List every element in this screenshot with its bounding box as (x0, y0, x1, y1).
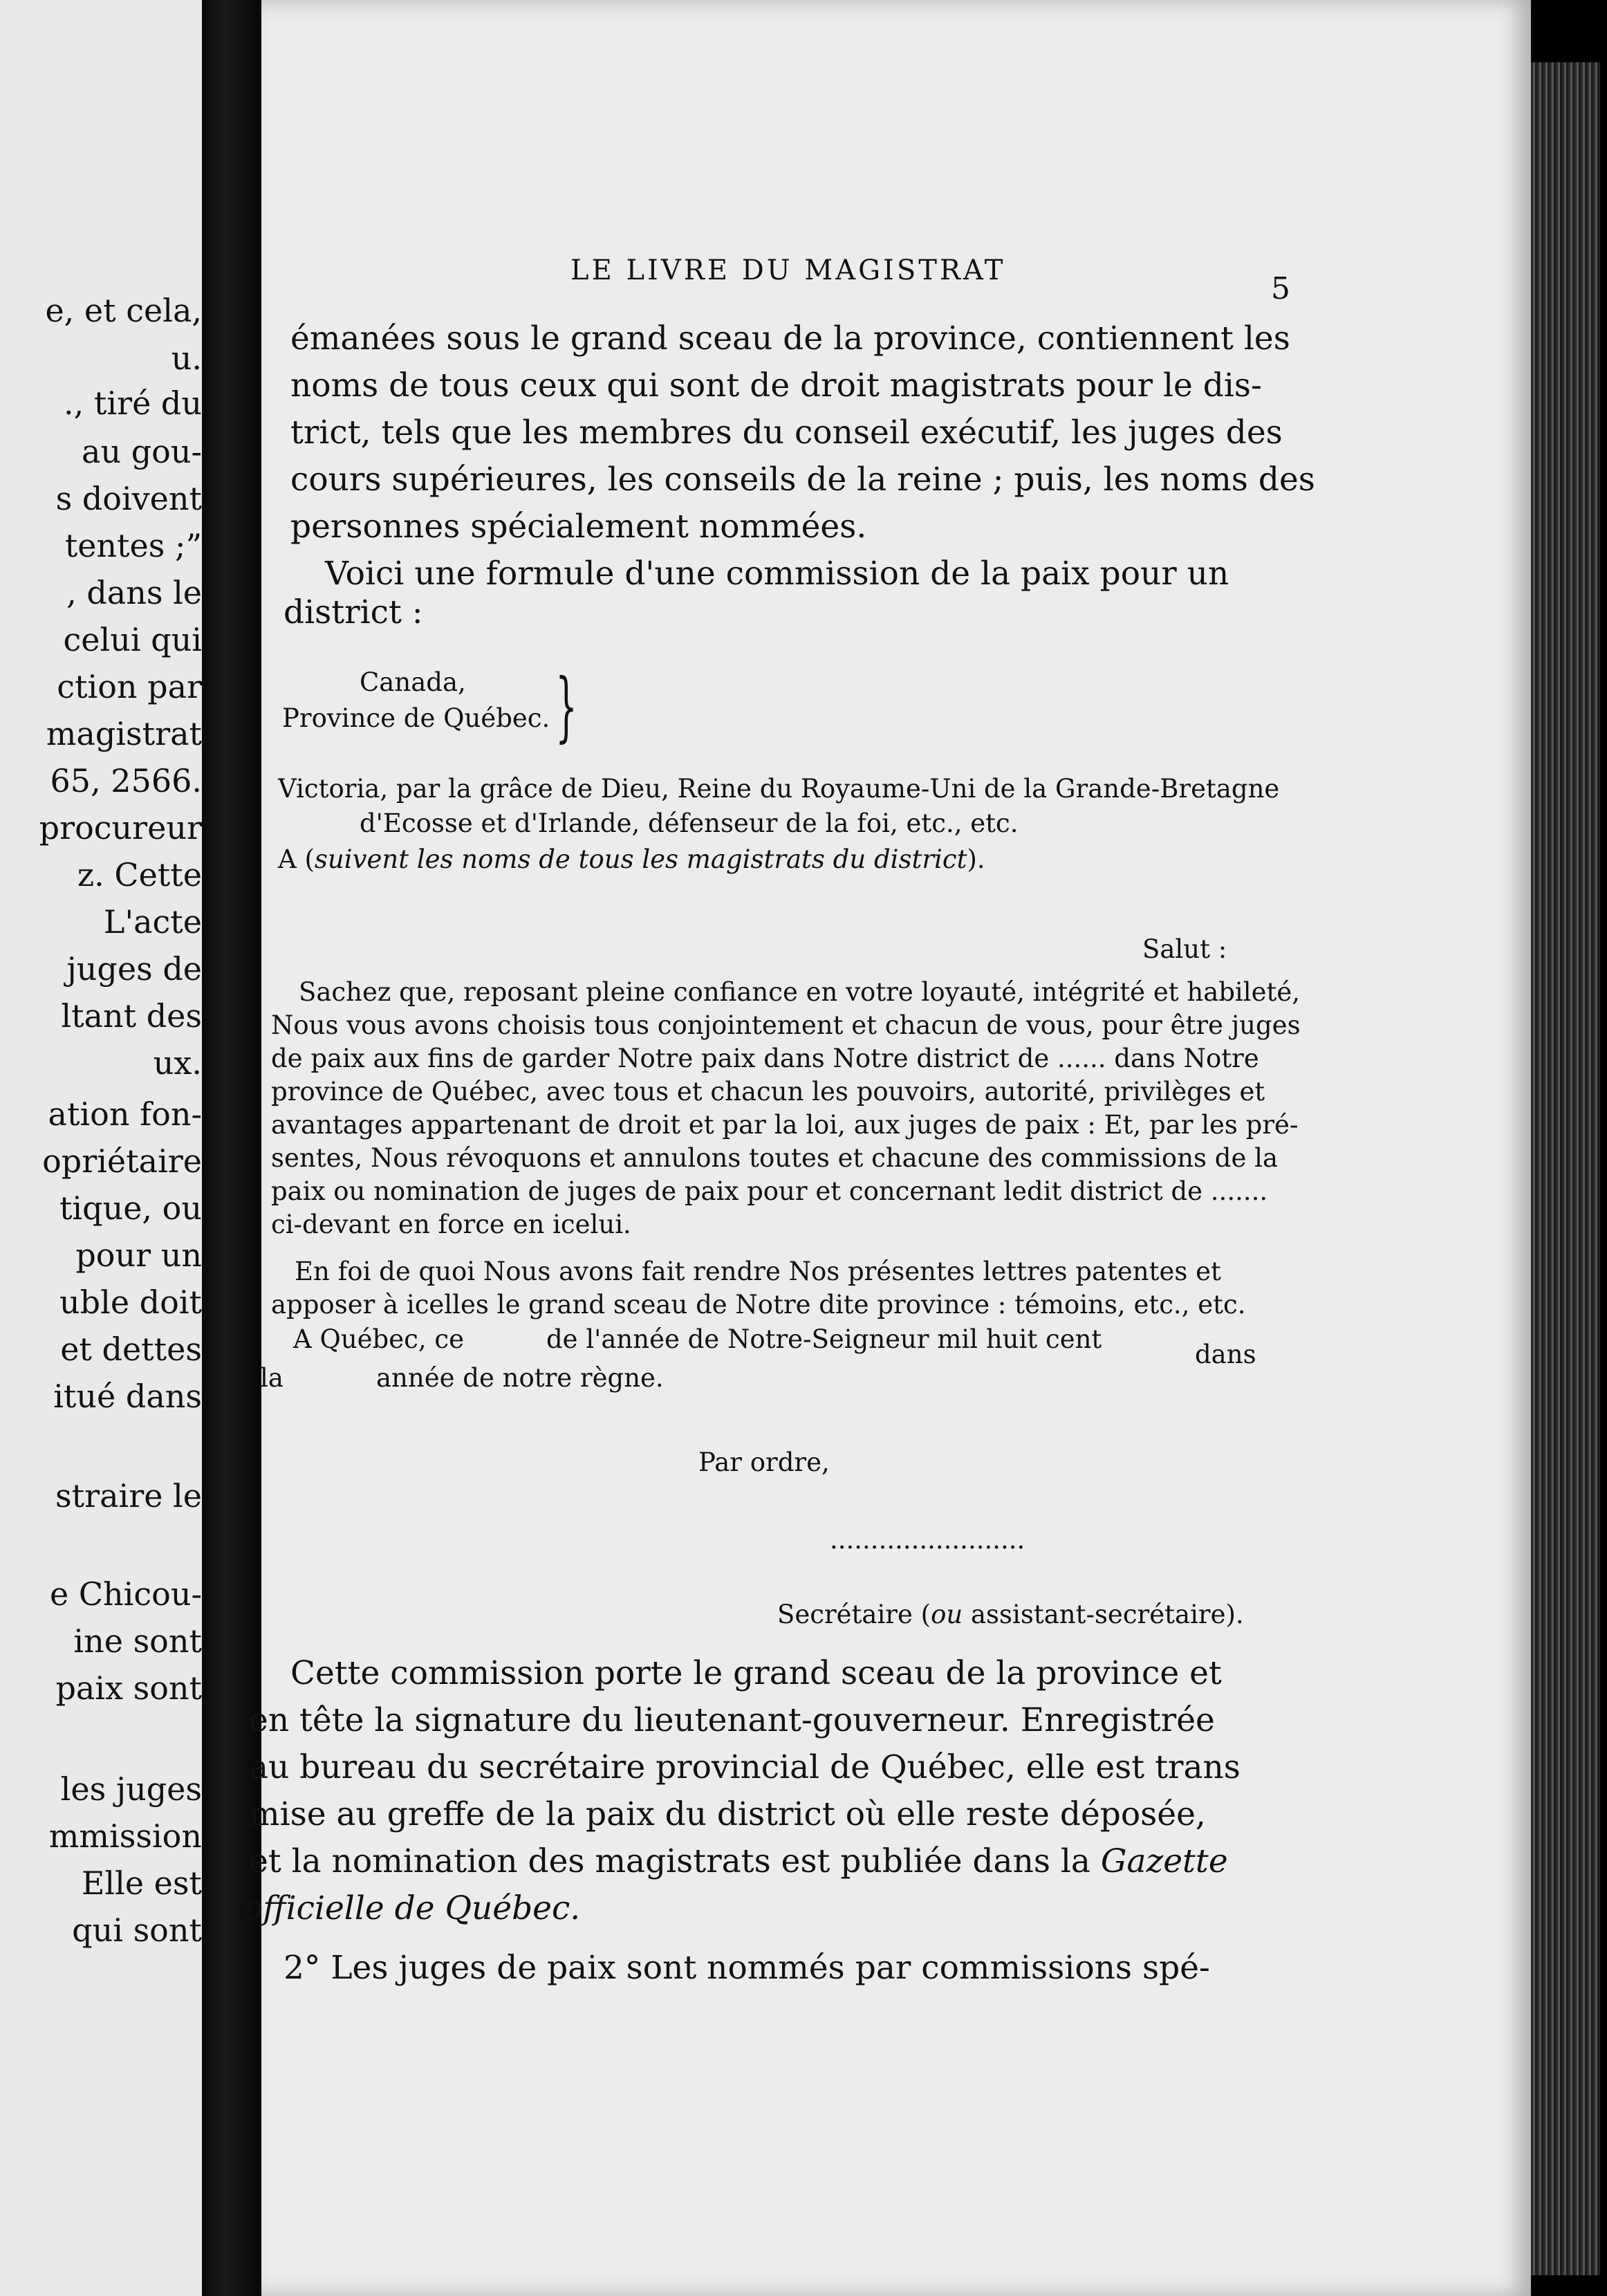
text-line: 2° Les juges de paix sont nommés par commissions spé- (284, 1949, 1210, 1987)
form-victoria-line: d'Ecosse et d'Irlande, défenseur de la foi, etc., etc. (360, 808, 1019, 838)
form-heading-canada: Canada, (360, 667, 466, 697)
left-page-line: Elle est (81, 1864, 202, 1902)
text-line: au bureau du secrétaire provincial de Québec, elle est trans (249, 1748, 1241, 1786)
left-page-line: z. Cette (77, 856, 202, 894)
signature-dots: ........................ (830, 1525, 1025, 1555)
form-body-line: En foi de quoi Nous avons fait rendre Nos présentes lettres patentes et (295, 1257, 1221, 1286)
text-line: officielle de Québec. (243, 1889, 581, 1927)
text-line: émanées sous le grand sceau de la province, contiennent les (290, 320, 1290, 358)
brace: } (555, 662, 577, 750)
left-page-line: opriétaire (42, 1142, 202, 1180)
left-page-line: straire le (55, 1477, 202, 1515)
left-page-line: s doivent (55, 480, 202, 517)
left-page-line: uble doit (59, 1284, 202, 1321)
form-date-dans: dans (1195, 1340, 1256, 1369)
left-page-line: u. (171, 340, 202, 377)
left-page-line: juges de (66, 950, 202, 988)
form-body-line: avantages appartenant de droit et par la loi, aux juges de paix : Et, par les pré- (271, 1110, 1299, 1140)
left-page-line: tentes ;” (64, 527, 202, 564)
form-body-line: sentes, Nous révoquons et annulons toutes et chacune des commissions de la (271, 1143, 1279, 1173)
left-page-line: ction par (57, 668, 202, 705)
form-body-line: de paix aux fins de garder Notre paix dans Notre district de ...... dans Notre (271, 1044, 1259, 1073)
form-date-year: de l'année de Notre-Seigneur mil huit cent (546, 1324, 1102, 1354)
form-secretary: Secrétaire (ou assistant-secrétaire). (777, 1600, 1244, 1629)
left-page-line: et dettes (60, 1331, 202, 1368)
left-page-line: L'acte (103, 903, 202, 941)
running-head: LE LIVRE DU MAGISTRAT (570, 254, 1006, 286)
form-body-line: province de Québec, avec tous et chacun les pouvoirs, autorité, privilèges et (271, 1077, 1265, 1107)
left-page-line: ltant des (61, 997, 202, 1035)
left-page-line: ation fon- (48, 1095, 202, 1133)
left-page-line: paix sont (55, 1669, 202, 1707)
text-line: cours supérieures, les conseils de la reine ; puis, les noms des (290, 461, 1315, 499)
form-par-ordre: Par ordre, (698, 1447, 830, 1477)
left-page-line: ine sont (73, 1622, 202, 1660)
left-page-line: tique, ou (59, 1189, 202, 1227)
text-line: trict, tels que les membres du conseil exécutif, les juges des (290, 414, 1283, 452)
page-stack-edge (1531, 62, 1600, 2275)
left-page-line: e Chicou- (49, 1575, 202, 1613)
form-heading-province: Province de Québec. (282, 703, 550, 733)
form-date-place: A Québec, ce (293, 1324, 464, 1354)
form-body-line: Nous vous avons choisis tous conjointement et chacun de vous, pour être juges (271, 1010, 1301, 1040)
left-page-line: qui sont (72, 1911, 202, 1949)
form-body-line: ci-devant en force en icelui. (271, 1210, 631, 1239)
form-body-line: apposer à icelles le grand sceau de Notre dite province : témoins, etc., etc. (271, 1290, 1246, 1320)
text-line: Cette commission porte le grand sceau de la province et (290, 1654, 1222, 1692)
text-line: et la nomination des magistrats est publiée dans la Gazette (249, 1842, 1228, 1880)
text-line: noms de tous ceux qui sont de droit magistrats pour le dis- (290, 367, 1262, 405)
left-page-line: ., tiré du (64, 385, 202, 422)
left-page-line: itué dans (53, 1378, 202, 1415)
left-page-fragment (0, 0, 202, 2296)
text-line: Voici une formule d'une commission de la paix pour un (325, 555, 1229, 593)
left-page-line: celui qui (63, 621, 202, 658)
left-page-line: 65, 2566. (50, 762, 202, 799)
left-page-line: pour un (75, 1237, 202, 1274)
form-addressee: A (suivent les noms de tous les magistrats du district). (278, 844, 985, 874)
left-page-line: procureur (39, 809, 202, 846)
left-page-line: au gou- (82, 433, 202, 470)
form-date-la: la (260, 1363, 284, 1393)
text-line: district : (284, 593, 423, 631)
form-body-line: paix ou nomination de juges de paix pour et concernant ledit district de ....... (271, 1176, 1268, 1206)
left-page-line: e, et cela, (45, 292, 202, 329)
book-gutter (202, 0, 261, 2296)
form-body-line: Sachez que, reposant pleine confiance en votre loyauté, intégrité et habileté, (299, 977, 1301, 1007)
text-line: en tête la signature du lieutenant-gouverneur. Enregistrée (249, 1701, 1215, 1739)
left-page-line: ux. (153, 1044, 202, 1082)
left-page-line: les juges (60, 1770, 202, 1808)
left-page-line: , dans le (66, 574, 202, 611)
form-victoria-line: Victoria, par la grâce de Dieu, Reine du Royaume-Uni de la Grande-Bretagne (278, 774, 1280, 804)
left-page-line: magistrat (46, 715, 202, 752)
text-line: mise au greffe de la paix du district où elle reste déposée, (249, 1795, 1206, 1833)
left-page-line: mmission (48, 1817, 202, 1855)
form-salut: Salut : (1142, 934, 1227, 964)
form-date-regne: année de notre règne. (376, 1363, 664, 1393)
page-number: 5 (1271, 271, 1290, 306)
text-line: personnes spécialement nommées. (290, 508, 867, 546)
